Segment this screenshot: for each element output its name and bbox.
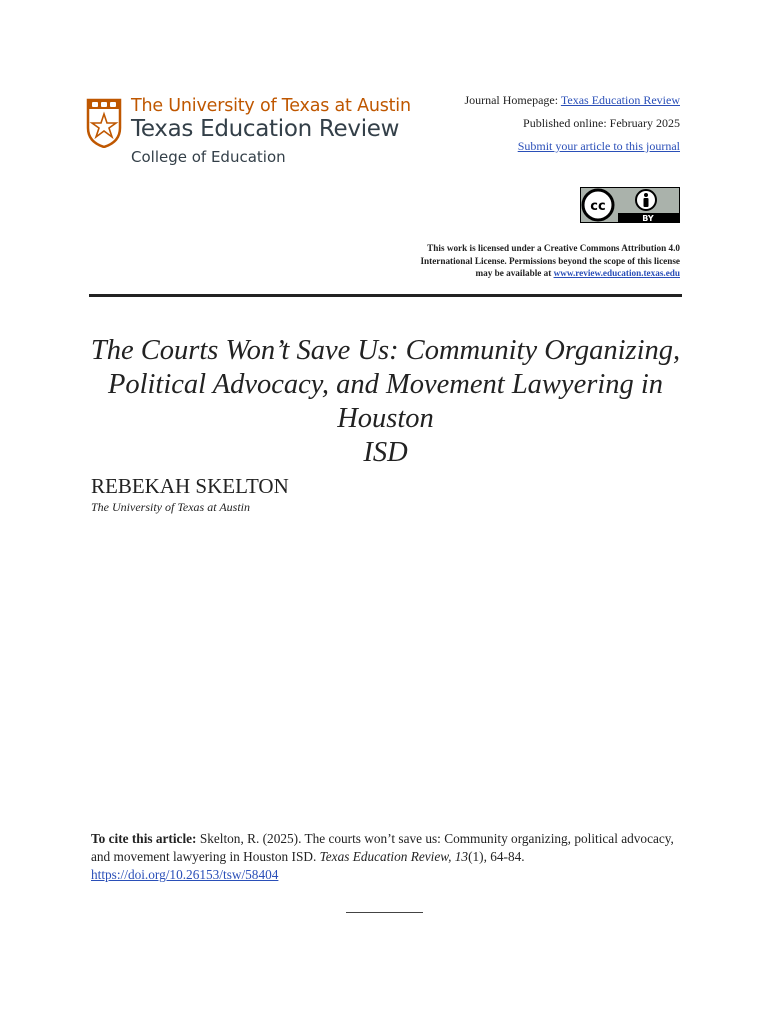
license-line-2: International License. Permissions beyond the scope of this license (420, 255, 680, 266)
logo-college-name: College of Education (131, 148, 286, 166)
journal-homepage-line (464, 93, 680, 108)
author-name: REBEKAH SKELTON (91, 474, 289, 498)
submit-line (518, 139, 680, 154)
title-line-1: The Courts Won’t Save Us: Community Organizing, (90, 335, 681, 366)
license-line-3 (370, 267, 680, 280)
article-title (89, 334, 682, 470)
citation-issue-pages: (1), 64-84. (468, 849, 525, 864)
ut-seal-icon (86, 98, 122, 148)
citation-label: To cite this article: (91, 831, 197, 846)
published-date: Published online: February 2025 (523, 116, 680, 130)
title-line-3: ISD (363, 437, 408, 468)
citation-volume: 13 (454, 849, 469, 864)
by-badge-text: BY (642, 214, 654, 223)
cc-badge-text: cc (590, 199, 606, 214)
license-notice (370, 242, 680, 280)
cc-by-license-icon[interactable] (580, 187, 680, 223)
homepage-link[interactable]: Texas Education Review (560, 93, 680, 107)
license-line-1: This work is licensed under a Creative Commons Attribution 4.0 (427, 243, 680, 253)
header-divider (89, 294, 682, 297)
logo-university-name: The University of Texas at Austin (131, 96, 411, 116)
homepage-prefix: Journal Homepage: (464, 93, 559, 107)
author-affiliation: The University of Texas at Austin (91, 500, 250, 514)
logo-journal-name: Texas Education Review (131, 116, 400, 142)
footnote-divider (346, 912, 423, 913)
submit-article-link[interactable]: Submit your article to this journal (517, 139, 680, 153)
citation-text: Skelton, R. (2025). The courts won’t save us: Community organizing, political advocacy, and movement lawyering in Houston ISD. (91, 831, 674, 864)
doi-link[interactable]: https://doi.org/10.26153/tsw/58404 (91, 867, 279, 882)
review-website-link[interactable]: www.review.education.texas.edu (553, 268, 680, 278)
license-line-3-prefix: may be available at (475, 268, 552, 278)
citation-block (91, 830, 681, 884)
citation-journal: Texas Education Review, (319, 849, 452, 864)
title-line-2: Political Advocacy, and Movement Lawyering in Houston (107, 369, 664, 434)
